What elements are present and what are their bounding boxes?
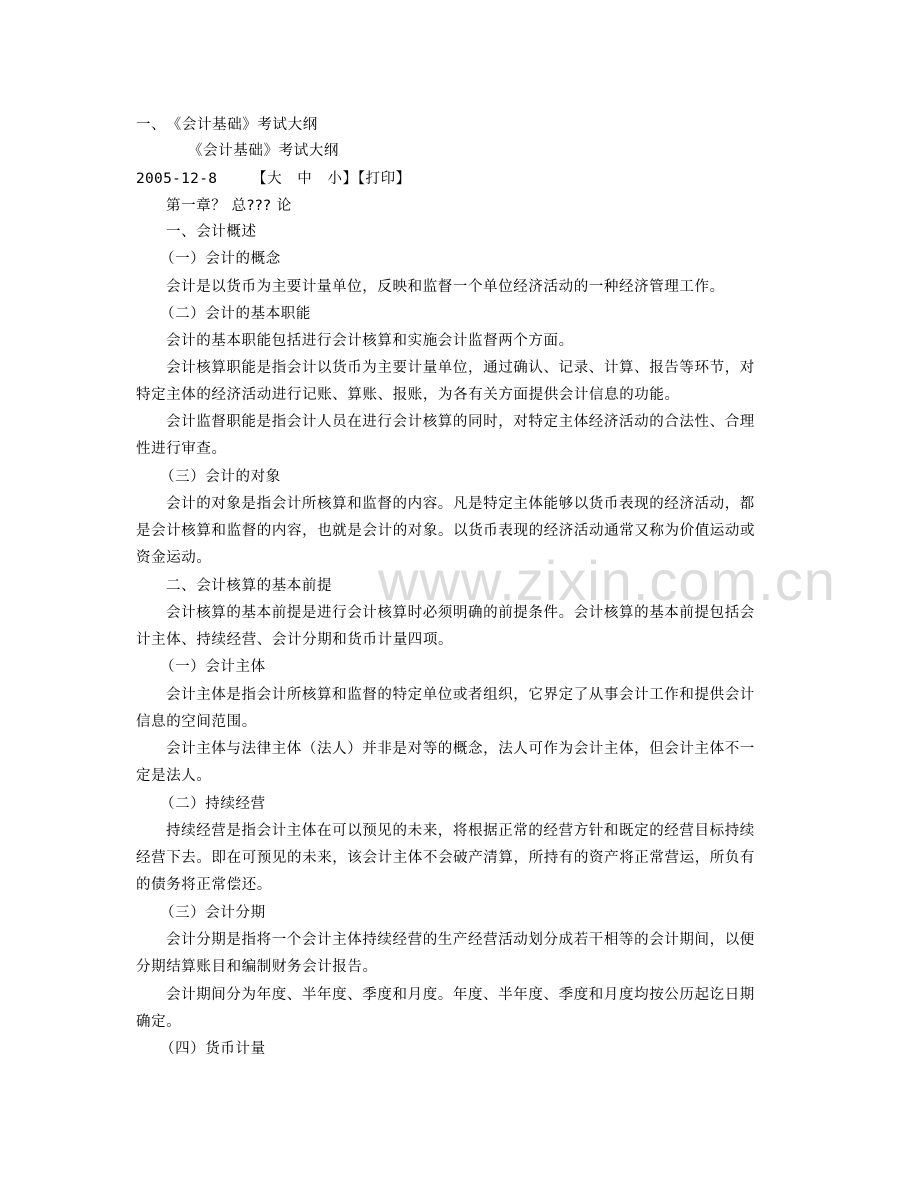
paragraph-line: 的债务将正常偿还。	[136, 877, 272, 893]
paragraph-line: 会计分期是指将一个会计主体持续经营的生产经营活动划分成若干相等的会计期间，以便	[166, 932, 755, 948]
paragraph-line: 计主体、持续经营、会计分期和货币计量四项。	[136, 632, 454, 648]
font-size-print-links[interactable]: 【大 中 小】【打印】	[252, 171, 411, 187]
paragraph-line: 性进行审查。	[136, 441, 227, 457]
paragraph-line: 确定。	[136, 1014, 182, 1030]
chapter-title: 第一章？ 总??? 论	[166, 198, 292, 214]
paragraph-line: 会计核算职能是指会计以货币为主要计量单位，通过确认、记录、计算、报告等环节，对	[166, 360, 755, 376]
watermark: www.zixin.com.cn	[378, 549, 836, 612]
subsection-heading: （四）货币计量	[160, 1041, 266, 1057]
paragraph-line: 会计期间分为年度、半年度、季度和月度。年度、半年度、季度和月度均按公历起讫日期	[166, 987, 755, 1003]
paragraph-line: 会计主体是指会计所核算和监督的特定单位或者组织，它界定了从事会计工作和提供会计	[166, 687, 755, 703]
paragraph-line: 资金运动。	[136, 550, 212, 566]
section-heading: 一、会计概述	[166, 224, 257, 240]
subsection-heading: （三）会计的对象	[160, 469, 281, 485]
heading-outline: 一、 《会计基础》考试大纲	[136, 117, 318, 133]
subsection-heading: （一）会计的概念	[160, 251, 281, 267]
paragraph-line: 会计监督职能是指会计人员在进行会计核算的同时，对特定主体经济活动的合法性、合理	[166, 414, 755, 430]
subsection-heading: （二）会计的基本职能	[160, 306, 311, 322]
paragraph-line: 经营下去。即在可预见的未来，该会计主体不会破产清算，所持有的资产将正常营运，所负有	[136, 850, 756, 866]
paragraph-line: 会计是以货币为主要计量单位，反映和监督一个单位经济活动的一种经济管理工作。	[166, 279, 725, 295]
paragraph-line: 分期结算账目和编制财务会计报告。	[136, 959, 378, 975]
paragraph-line: 会计核算的基本前提是进行会计核算时必须明确的前提条件。会计核算的基本前提包括会	[166, 605, 755, 621]
paragraph-line: 信息的空间范围。	[136, 714, 257, 730]
paragraph-line: 会计主体与法律主体（法人）并非是对等的概念，法人可作为会计主体，但会计主体不一	[166, 741, 755, 757]
subsection-heading: （三）会计分期	[160, 905, 266, 921]
section-heading: 二、会计核算的基本前提	[166, 578, 333, 594]
paragraph-line: 会计的对象是指会计所核算和监督的内容。凡是特定主体能够以货币表现的经济活动，都	[166, 496, 755, 512]
paragraph-line: 定是法人。	[136, 768, 212, 784]
publish-date: 2005-12-8	[136, 171, 218, 187]
paragraph-line: 是会计核算和监督的内容，也就是会计的对象。以货币表现的经济活动通常又称为价值运动或	[136, 523, 756, 539]
paragraph-line: 持续经营是指会计主体在可以预见的未来，将根据正常的经营方针和既定的经营目标持续	[166, 823, 755, 839]
subsection-heading: （二）持续经营	[160, 796, 266, 812]
article-title: 《会计基础》考试大纲	[188, 143, 339, 159]
paragraph-line: 特定主体的经济活动进行记账、算账、报账，为各有关方面提供会计信息的功能。	[136, 387, 680, 403]
subsection-heading: （一）会计主体	[160, 659, 266, 675]
paragraph-line: 会计的基本职能包括进行会计核算和实施会计监督两个方面。	[166, 333, 574, 349]
